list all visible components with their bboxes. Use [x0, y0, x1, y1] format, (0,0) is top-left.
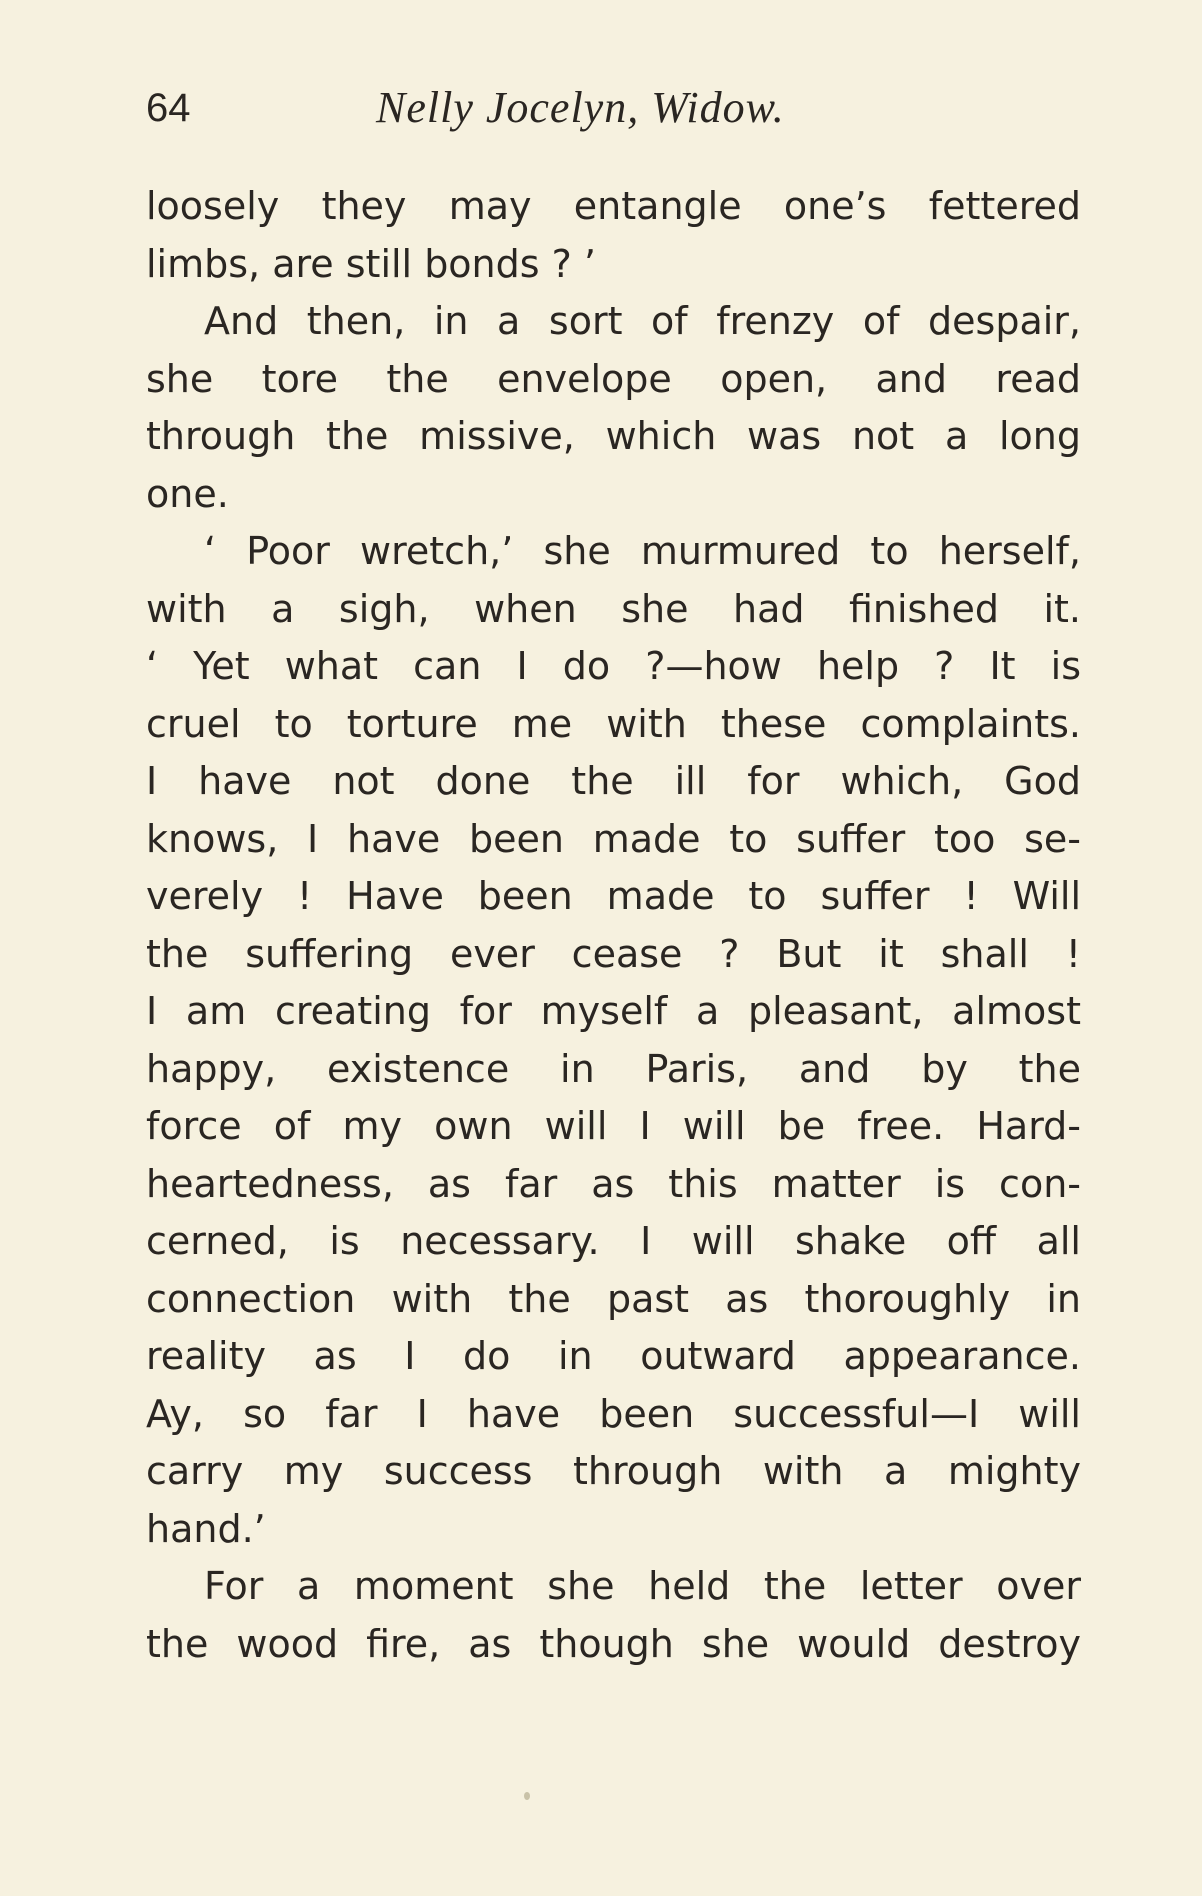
body-text [146, 178, 1081, 1673]
text-line: heartedness, as far as this matter is con- [146, 1161, 1081, 1206]
text-line: ‘ Yet what can I do ?—how help ? It is [146, 644, 1081, 688]
text-line: ‘ Poor wretch,’ she murmured to herself, [204, 529, 1081, 573]
text-line: verely ! Have been made to suffer ! Will [146, 874, 1081, 918]
text-line: happy, existence in Paris, and by the [146, 1046, 1081, 1091]
text-line: connection with the past as thoroughly in [146, 1276, 1081, 1321]
text-line: hand.’ [146, 1506, 266, 1551]
paper-speck [524, 1792, 530, 1800]
text-line: Ay, so far I have been successful—I will [146, 1391, 1081, 1436]
text-line: limbs, are still bonds ? ’ [146, 241, 596, 286]
text-line: force of my own will I will be free. Hard- [146, 1104, 1081, 1148]
text-line: she tore the envelope open, and read [146, 356, 1081, 401]
text-line: cruel to torture me with these complaints. [146, 701, 1081, 746]
text-line: I have not done the ill for which, God [146, 759, 1081, 803]
page-number: 64 [146, 86, 191, 130]
running-head [146, 78, 1081, 138]
text-line: I am creating for myself a pleasant, almost [146, 989, 1081, 1033]
text-line: carry my success through with a mighty [146, 1449, 1081, 1493]
text-line: cerned, is necessary. I will shake off all [146, 1219, 1081, 1263]
text-line: And then, in a sort of frenzy of despair, [204, 299, 1081, 343]
text-line: loosely they may entangle one’s fettered [146, 184, 1081, 228]
text-line: the suffering ever cease ? But it shall ! [146, 931, 1081, 976]
text-line: with a sigh, when she had finished it. [146, 586, 1081, 631]
running-title: Nelly Jocelyn, Widow. [376, 83, 785, 132]
text-line: knows, I have been made to suffer too se- [146, 816, 1081, 861]
text-line: one. [146, 471, 229, 516]
text-line: reality as I do in outward appearance. [146, 1334, 1081, 1378]
text-line: the wood fire, as though she would destroy [146, 1621, 1081, 1666]
text-line: For a moment she held the letter over [204, 1564, 1081, 1608]
text-line: through the missive, which was not a long [146, 414, 1081, 458]
